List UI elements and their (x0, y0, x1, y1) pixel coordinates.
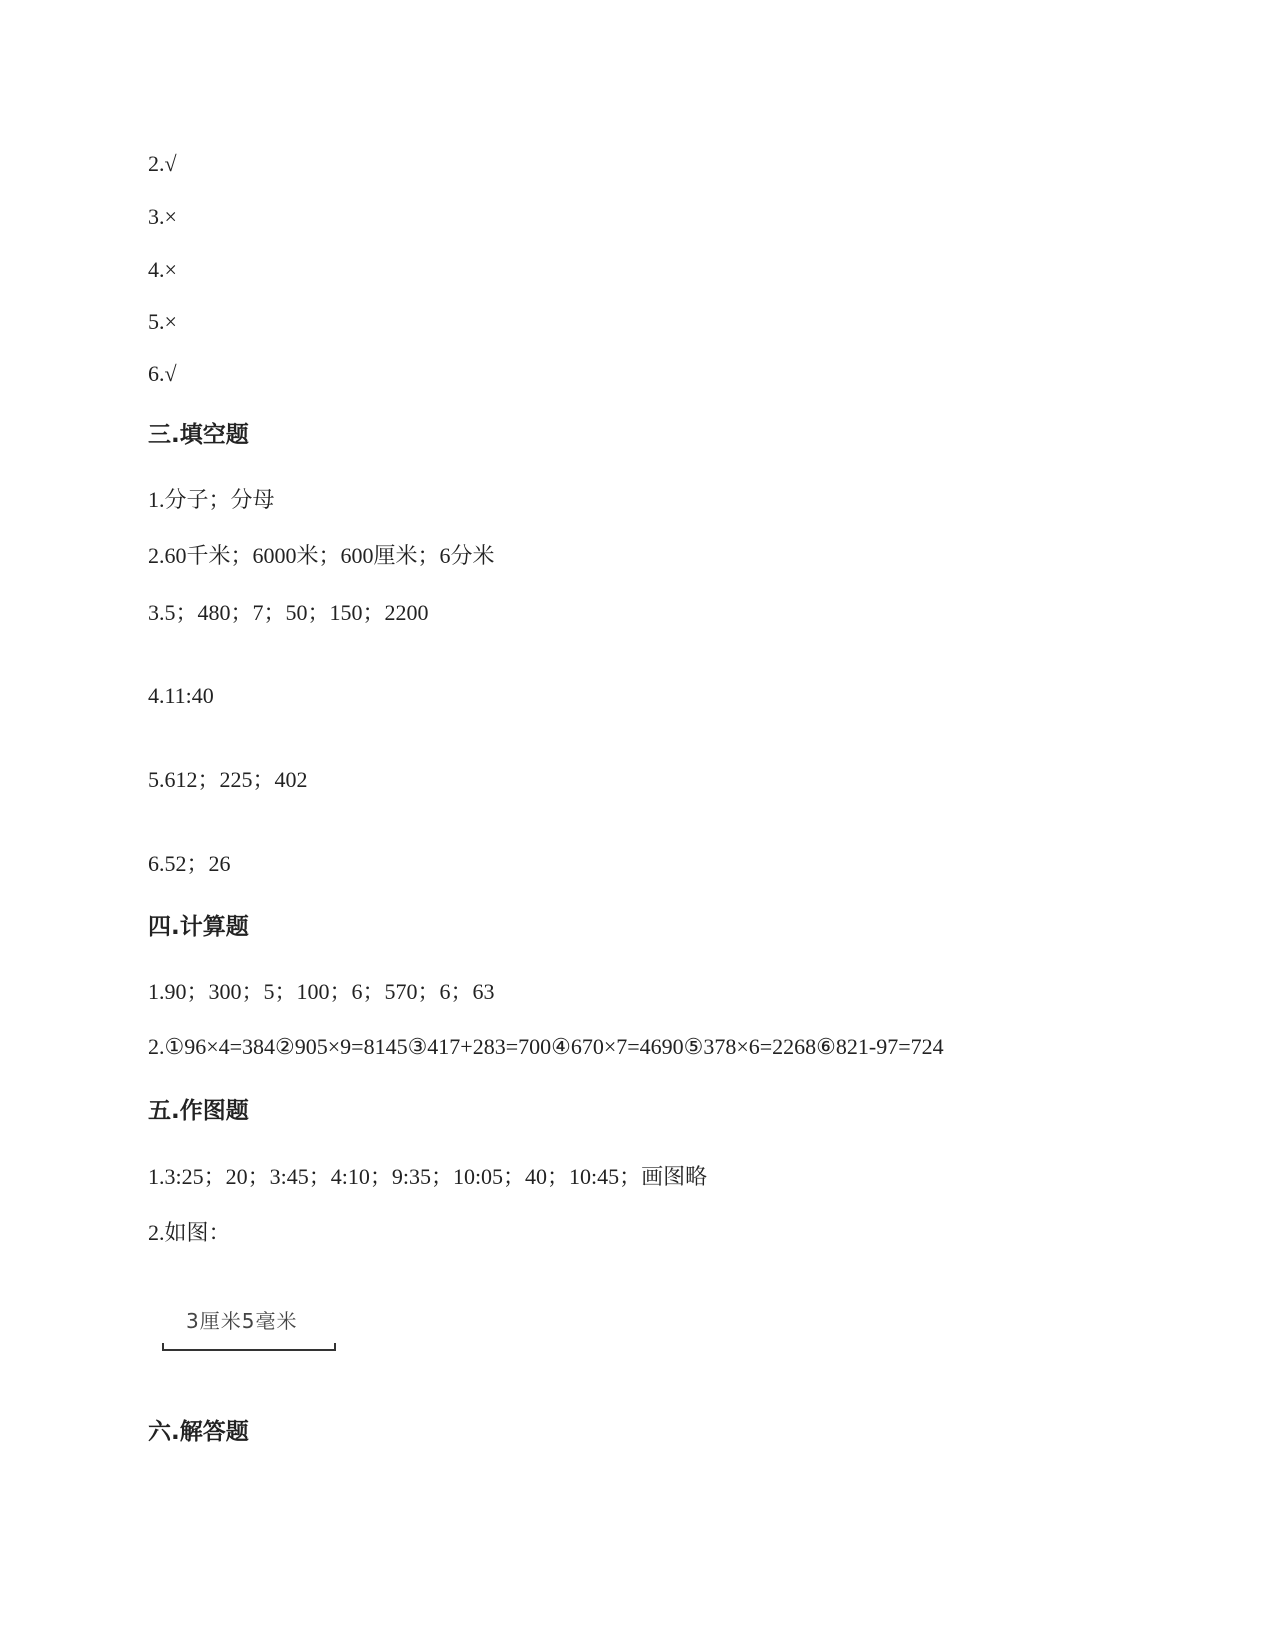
segment-length-label: 3厘米5毫米 (186, 1309, 298, 1333)
fill-blank-answer-4: 4.11:40 (148, 683, 214, 708)
fill-blank-answer-3: 3.5；480；7；50；150；2200 (148, 600, 429, 625)
calculation-answer-2: 2.①96×4=384②905×9=8145③417+283=700④670×7=4690⑤378×6=2268⑥821-97=724 (148, 1034, 944, 1059)
section-heading-drawing: 五.作图题 (148, 1098, 249, 1124)
fill-blank-answer-6: 6.52；26 (148, 851, 231, 876)
section-heading-answer: 六.解答题 (148, 1419, 249, 1445)
judgement-answer-3: 3.× (148, 204, 177, 229)
judgement-answer-4: 4.× (148, 257, 177, 282)
judgement-answer-2: 2.√ (148, 151, 177, 176)
line-segment-figure (160, 1305, 340, 1351)
calculation-answer-1: 1.90；300；5；100；6；570；6；63 (148, 979, 495, 1004)
fill-blank-answer-1: 1.分子；分母 (148, 487, 275, 512)
drawing-answer-1: 1.3:25；20；3:45；4:10；9:35；10:05；40；10:45；画图略 (148, 1164, 708, 1189)
judgement-answer-5: 5.× (148, 309, 177, 334)
fill-blank-answer-2: 2.60千米；6000米；600厘米；6分米 (148, 543, 495, 568)
judgement-answer-6: 6.√ (148, 361, 177, 386)
section-heading-calculation: 四.计算题 (148, 914, 249, 940)
line-segment (162, 1343, 336, 1351)
fill-blank-answer-5: 5.612；225；402 (148, 767, 308, 792)
section-heading-fill-blank: 三.填空题 (148, 422, 249, 448)
drawing-answer-2: 2.如图： (148, 1220, 231, 1245)
